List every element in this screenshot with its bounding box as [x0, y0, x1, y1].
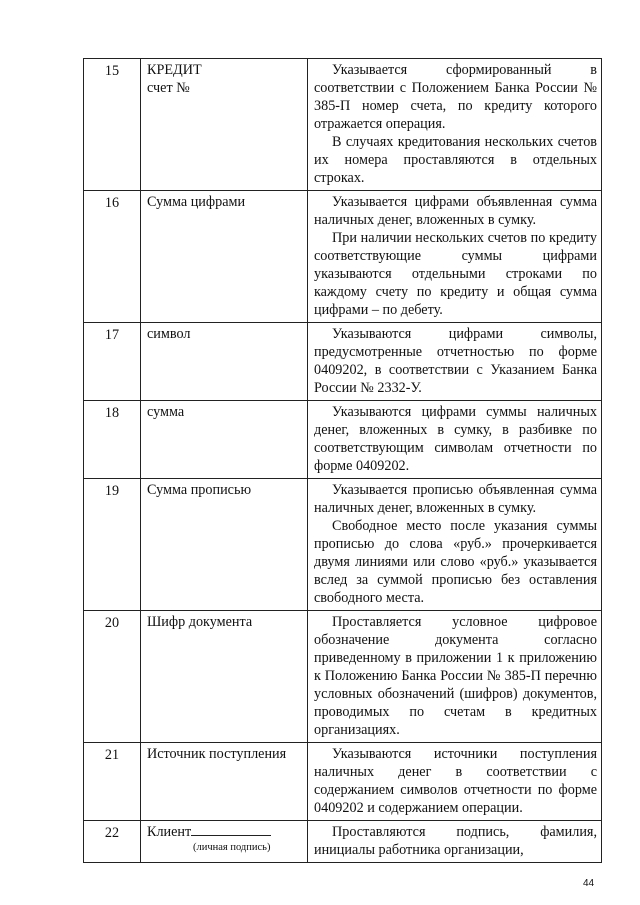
description-paragraph: Проставляется условное цифровое обозначение документа согласно приведенному в приложении 1 к приложению к Положению Банка России № 385-П перечню условных обозначений (шифров) документов, проводимых по счетам в кредитных организациях. — [314, 614, 597, 738]
row-number: 21 — [84, 743, 141, 821]
field-name-line: Сумма цифрами — [147, 194, 246, 210]
field-name-line: Сумма прописью — [147, 482, 252, 498]
field-description — [308, 59, 602, 191]
field-description — [308, 611, 602, 743]
row-number: 17 — [84, 323, 141, 401]
description-paragraph: Свободное место после указания суммы прописью до слова «руб.» прочеркивается двумя линиями или слово «руб.» указывается вслед за суммой прописью без оставления свободного места. — [314, 518, 597, 606]
field-name — [141, 191, 308, 323]
table-row — [84, 323, 602, 401]
client-label: Клиент — [147, 824, 192, 840]
field-name-line: Источник поступления — [147, 746, 287, 762]
table-row — [84, 611, 602, 743]
table-row — [84, 479, 602, 611]
description-paragraph: В случаях кредитования нескольких счетов их номера проставляются в отдельных строках. — [314, 134, 597, 186]
table-row-client — [84, 821, 602, 863]
field-name-line: сумма — [147, 404, 185, 420]
field-description — [308, 743, 602, 821]
field-name-line: символ — [147, 326, 191, 342]
field-name — [141, 743, 308, 821]
field-name — [141, 401, 308, 479]
row-number: 22 — [84, 821, 141, 863]
description-paragraph: Проставляются подпись, фамилия, инициалы работника организации, — [314, 824, 597, 858]
table-row — [84, 401, 602, 479]
signature-caption: (личная подпись) — [193, 842, 271, 853]
description-paragraph: Указываются цифрами суммы наличных денег, вложенных в сумку, в разбивке по соответствующим символам отчетности по форме 0409202. — [314, 404, 597, 474]
row-number: 20 — [84, 611, 141, 743]
field-description — [308, 323, 602, 401]
field-name — [141, 611, 308, 743]
field-name — [141, 59, 308, 191]
description-paragraph: Указываются источники поступления наличных денег в соответствии с содержанием символов отчетности по форме 0409202 и содержанием операции. — [314, 746, 597, 816]
table-row — [84, 743, 602, 821]
row-number: 18 — [84, 401, 141, 479]
field-name-line: Шифр документа — [147, 614, 253, 630]
field-name — [141, 323, 308, 401]
row-number: 15 — [84, 59, 141, 191]
field-name — [141, 479, 308, 611]
description-paragraph: При наличии нескольких счетов по кредиту соответствующие суммы цифрами указываются отдельными строками по каждому счету по кредиту и общая сумма цифрами – по дебету. — [314, 230, 597, 318]
description-paragraph: Указываются цифрами символы, предусмотренные отчетностью по форме 0409202, в соответствии с Указанием Банка России № 2332-У. — [314, 326, 597, 396]
page-number: 44 — [583, 878, 595, 889]
field-description — [308, 821, 602, 863]
table-row — [84, 191, 602, 323]
description-paragraph: Указывается цифрами объявленная сумма наличных денег, вложенных в сумку. — [314, 194, 597, 228]
field-name-line: КРЕДИТ — [147, 62, 202, 78]
description-paragraph: Указывается прописью объявленная сумма наличных денег, вложенных в сумку. — [314, 482, 597, 516]
field-name-line: счет № — [147, 80, 190, 96]
field-name-client — [141, 821, 308, 863]
field-description — [308, 191, 602, 323]
table-body — [84, 59, 602, 863]
document-table — [83, 58, 602, 863]
row-number: 16 — [84, 191, 141, 323]
field-description — [308, 479, 602, 611]
table-row — [84, 59, 602, 191]
description-paragraph: Указывается сформированный в соответствии с Положением Банка России № 385-П номер счета, по кредиту которого отражается операция. — [314, 62, 597, 132]
row-number: 19 — [84, 479, 141, 611]
signature-line — [191, 823, 271, 836]
field-description — [308, 401, 602, 479]
